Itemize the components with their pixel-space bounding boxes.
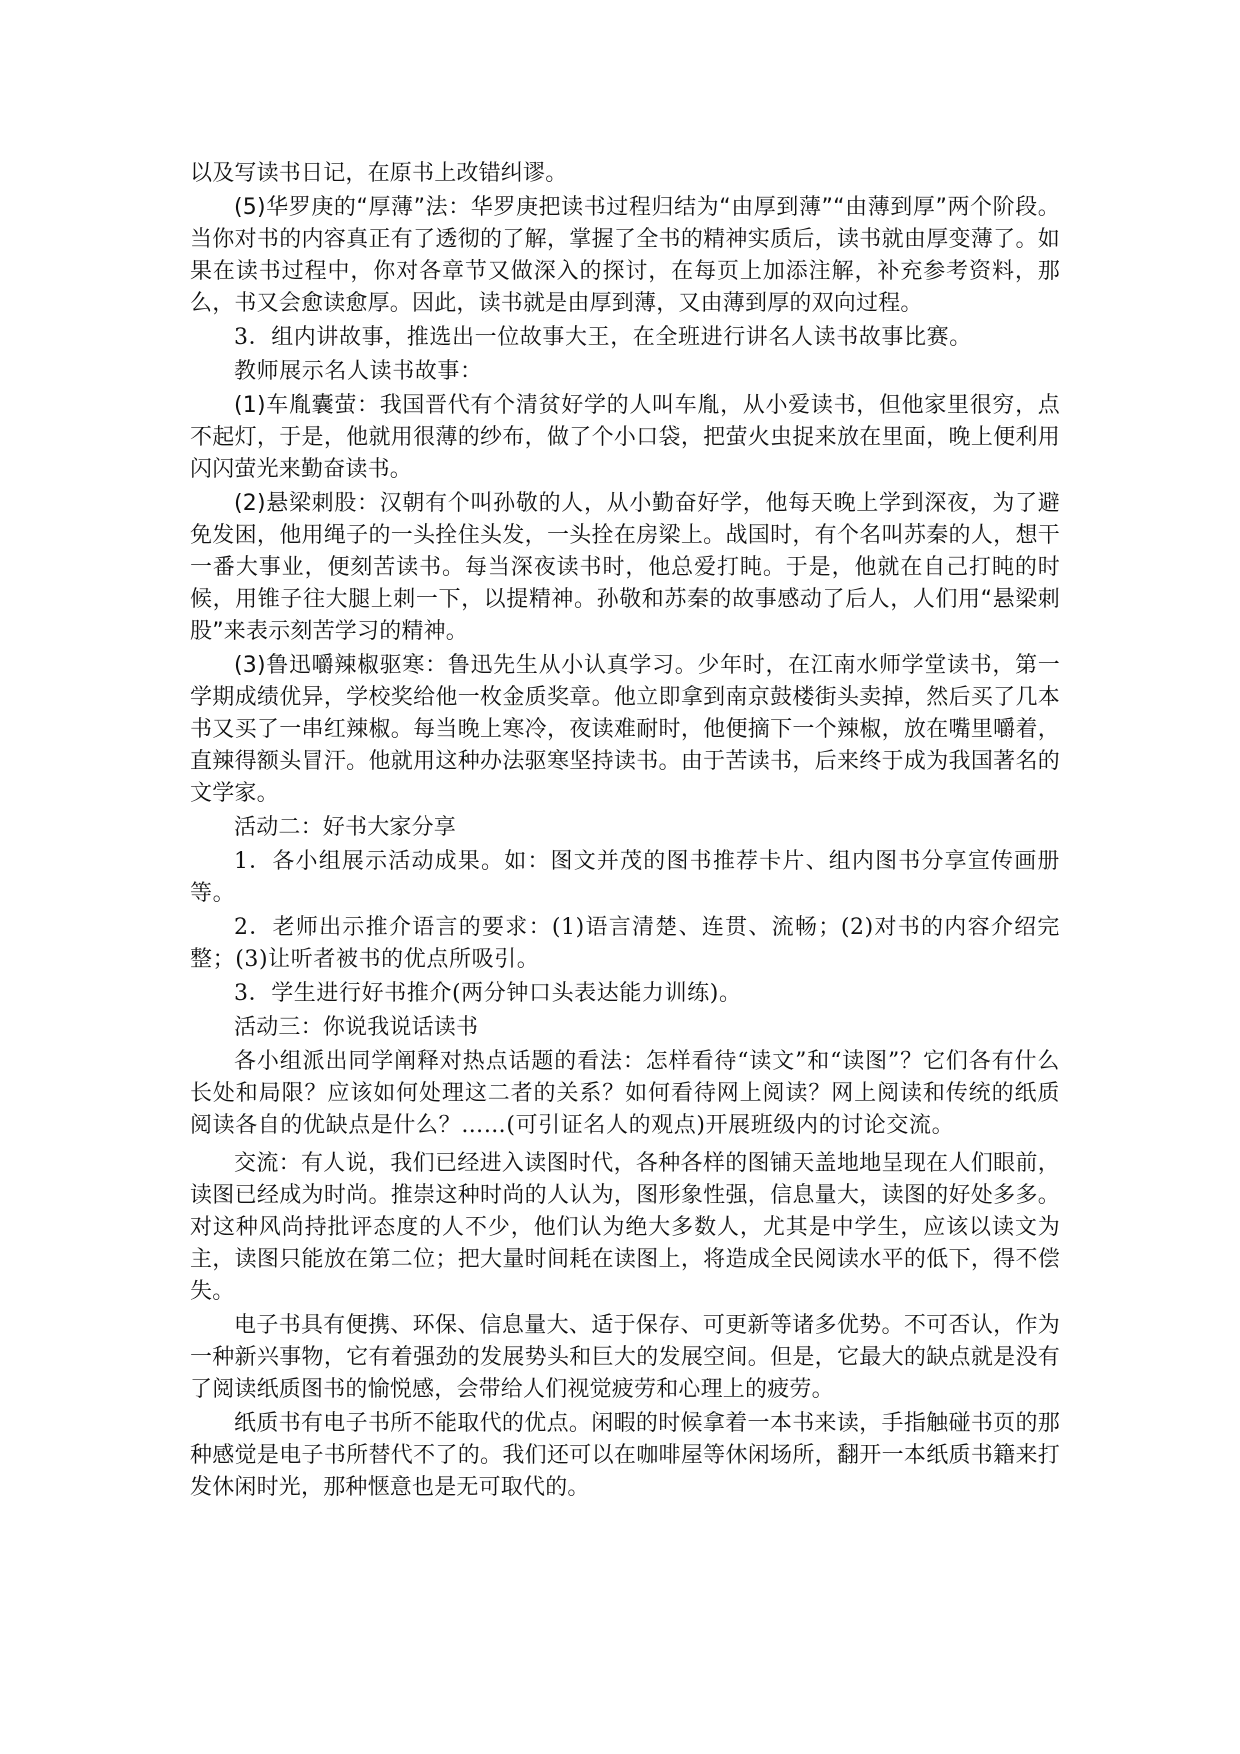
paragraph-hua-luogeng-method: (5)华罗庚的“厚薄”法：华罗庚把读书过程归结为“由厚到薄”“由薄到厚”两个阶段。当你对书的内容真正有了透彻的了解，掌握了全书的精神实质后，读书就由厚变薄了。如果在读书过程中，你对各章节又做深入的探讨，在每页上加添注解，补充参考资料，那么，书又会愈读愈厚。因此，读书就是由厚到薄，又由薄到厚的双向过程。 xyxy=(190,195,1060,316)
paragraph-continuation: 以及写读书日记，在原书上改错纠谬。 xyxy=(190,161,568,186)
paragraph-story-che-yin: (1)车胤囊萤：我国晋代有个清贫好学的人叫车胤，从小爱读书，但他家里很穷，点不起灯，于是，他就用很薄的纱布，做了个小口袋，把萤火虫捉来放在里面，晚上便利用闪闪萤光来勤奋读书。 xyxy=(190,393,1060,482)
paragraph-hot-topic-discussion: 各小组派出同学阐释对热点话题的看法：怎样看待“读文”和“读图”？它们各有什么长处和局限？应该如何处理这二者的关系？如何看待网上阅读？网上阅读和传统的纸质阅读各自的优缺点是什么？……(可引证名人的观点)开展班级内的讨论交流。 xyxy=(190,1049,1060,1138)
paragraph-teacher-shows-stories: 教师展示名人读书故事： xyxy=(234,359,483,384)
paragraph-activity-two-step-3: 3．学生进行好书推介(两分钟口头表达能力训练)。 xyxy=(234,981,742,1006)
heading-activity-two: 活动二：好书大家分享 xyxy=(234,815,457,840)
paragraph-activity-two-step-2: 2．老师出示推介语言的要求：(1)语言清楚、连贯、流畅；(2)对书的内容介绍完整；(3)让听者被书的优点所吸引。 xyxy=(190,915,1060,972)
document-page xyxy=(190,158,1060,1504)
paragraph-story-lu-xun: (3)鲁迅嚼辣椒驱寒：鲁迅先生从小认真学习。少年时，在江南水师学堂读书，第一学期成绩优异，学校奖给他一枚金质奖章。他立即拿到南京鼓楼街头卖掉，然后买了几本书又买了一串红辣椒。每当晚上寒冷，夜读难耐时，他便摘下一个辣椒，放在嘴里嚼着，直辣得额头冒汗。他就用这种办法驱寒坚持读书。由于苦读书，后来终于成为我国著名的文学家。 xyxy=(190,653,1060,806)
paragraph-story-contest: 3．组内讲故事，推选出一位故事大王，在全班进行讲名人读书故事比赛。 xyxy=(234,325,972,350)
paragraph-paper-book-advantages: 纸质书有电子书所不能取代的优点。闲暇的时候拿着一本书来读，手指触碰书页的那种感觉是电子书所替代不了的。我们还可以在咖啡屋等休闲场所，翻开一本纸质书籍来打发休闲时光，那种惬意也是无可取代的。 xyxy=(190,1411,1060,1500)
paragraph-ebook-pros-cons: 电子书具有便携、环保、信息量大、适于保存、可更新等诸多优势。不可否认，作为一种新兴事物，它有着强劲的发展势头和巨大的发展空间。但是，它最大的缺点就是没有了阅读纸质图书的愉悦感，会带给人们视觉疲劳和心理上的疲劳。 xyxy=(190,1313,1060,1402)
paragraph-story-xuanliang-cigu: (2)悬梁刺股：汉朝有个叫孙敬的人，从小勤奋好学，他每天晚上学到深夜，为了避免发困，他用绳子的一头拴住头发，一头拴在房梁上。战国时，有个名叫苏秦的人，想干一番大事业，便刻苦读书。每当深夜读书时，他总爱打盹。于是，他就在自己打盹的时候，用锥子往大腿上刺一下，以提精神。孙敬和苏秦的故事感动了后人，人们用“悬梁刺股”来表示刻苦学习的精神。 xyxy=(190,491,1060,644)
heading-activity-three: 活动三：你说我说话读书 xyxy=(234,1015,479,1040)
paragraph-activity-two-step-1: 1．各小组展示活动成果。如：图文并茂的图书推荐卡片、组内图书分享宣传画册等。 xyxy=(190,849,1060,906)
paragraph-exchange-reading-images: 交流：有人说，我们已经进入读图时代，各种各样的图铺天盖地地呈现在人们眼前，读图已经成为时尚。推崇这种时尚的人认为，图形象性强，信息量大，读图的好处多多。对这种风尚持批评态度的人不少，他们认为绝大多数人，尤其是中学生，应该以读文为主，读图只能放在第二位；把大量时间耗在读图上，将造成全民阅读水平的低下，得不偿失。 xyxy=(190,1151,1060,1304)
